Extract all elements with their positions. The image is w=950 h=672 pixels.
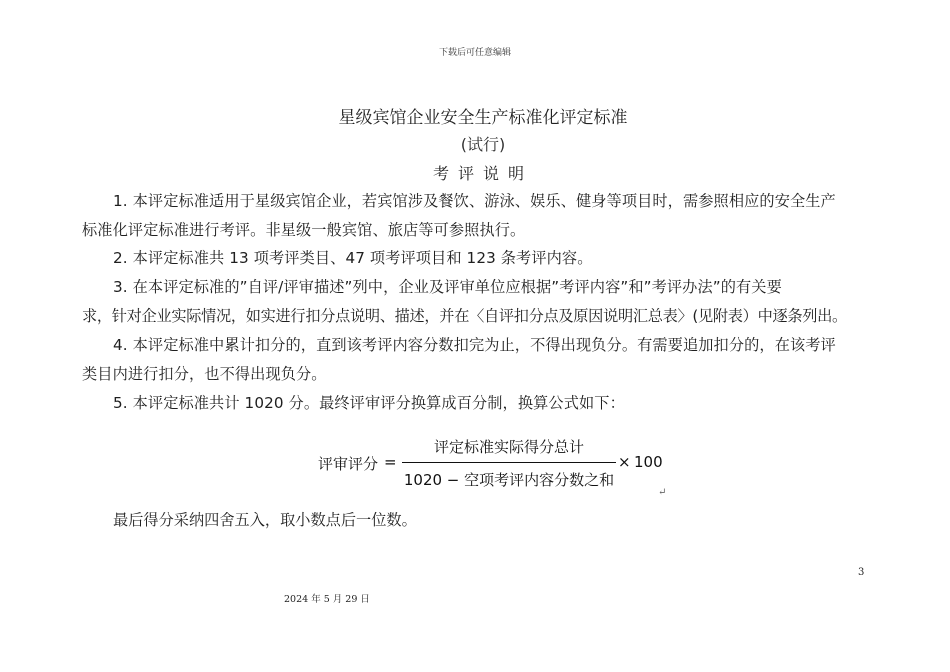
formula-lhs: 评审评分: [318, 455, 379, 473]
formula-denominator: 1020 − 空项考评内容分数之和: [403, 471, 615, 489]
paragraph-line: 5. 本评定标准共计 1020 分。最终评审评分换算成百分制，换算公式如下：: [113, 394, 625, 412]
section-heading: 考评说明: [432, 164, 533, 183]
formula-equals: =: [384, 453, 397, 471]
paragraph-line: 2. 本评定标准共 13 项考评类目、47 项考评项目和 123 条考评内容。: [113, 249, 593, 267]
paragraph-line: 1. 本评定标准适用于星级宾馆企业，若宾馆涉及餐饮、游泳、娱乐、健身等项目时，需参照相应的安全生产: [113, 192, 836, 210]
paragraph-line: 标准化评定标准进行考评。非星级一般宾馆、旅店等可参照执行。: [82, 221, 526, 239]
formula-factor: 100: [634, 453, 663, 471]
paragraph-line: 4. 本评定标准中累计扣分的，直到该考评内容分数扣完为止，不得出现负分。有需要追加扣分的，在该考评: [113, 336, 836, 354]
formula-multiply: ×: [618, 453, 631, 471]
paragraph-line: 求，针对企业实际情况，如实进行扣分点说明、描述，并在〈自评扣分点及原因说明汇总表〉(见附表）中逐条列出。: [82, 307, 847, 325]
score-formula: [318, 436, 663, 492]
paragraph-return-mark: ↵: [658, 487, 667, 498]
fraction-bar: [402, 462, 616, 463]
header-note: 下载后可任意编辑: [438, 48, 511, 58]
closing-line: 最后得分采纳四舍五入，取小数点后一位数。: [113, 511, 417, 529]
document-subtitle: (试行): [460, 135, 506, 154]
paragraph-line: 类目内进行扣分，也不得出现负分。: [82, 365, 327, 383]
document-title: 星级宾馆企业安全生产标准化评定标准: [338, 108, 628, 128]
paragraph-line: 3. 在本评定标准的”自评/评审描述”列中，企业及评审单位应根据”考评内容”和”考评办法”的有关要: [113, 278, 782, 296]
formula-numerator: 评定标准实际得分总计: [433, 438, 584, 456]
footer-date: 2024 年 5 月 29 日: [284, 594, 370, 605]
page-number: 3: [858, 567, 865, 578]
